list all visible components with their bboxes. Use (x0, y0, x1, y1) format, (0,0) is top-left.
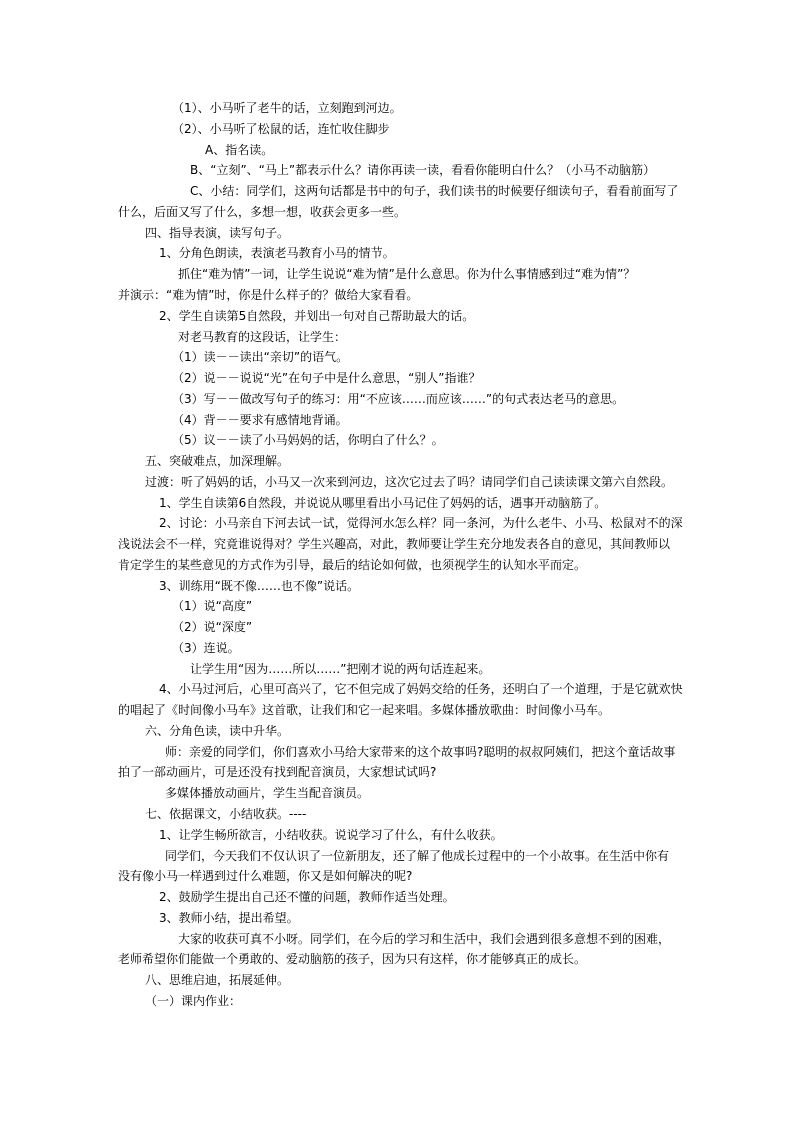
text-line: （1）读－－读出“亲切”的语气。 (172, 350, 349, 364)
text-line: 3、教师小结，提出希望。 (159, 911, 299, 925)
text-line: 没有像小马一样遇到过什么难题，你又是如何解决的呢? (118, 869, 413, 883)
text-line: 让学生用“因为……所以……”把刚才说的两句话连起来。 (190, 662, 491, 676)
text-line: （1）、小马听了老牛的话，立刻跑到河边。 (172, 101, 402, 115)
text-line: 什么，后面又写了什么，多想一想，收获会更多一些。 (118, 205, 407, 219)
text-line: 师：亲爱的同学们，你们喜欢小马给大家带来的这个故事吗?聪明的叔叔阿姨们，把这个童话故事 (165, 745, 676, 759)
text-line: 老师希望你们能做一个勇敢的、爱动脑筋的孩子，因为只有这样，你才能够真正的成长。 (118, 952, 587, 966)
text-line: 2、鼓励学生提出自己还不懂的问题，教师作适当处理。 (159, 890, 455, 904)
text-line: A、指名读。 (205, 143, 274, 157)
text-line: 抓住“难为情”一词，让学生说说“难为情”是什么意思。你为什么事情感到过“难为情”？ (178, 267, 636, 281)
text-line: 浅说法会不一样，究竟谁说得对？学生兴趣高，对此，教师要让学生充分地发表各自的意见，其间教师以 (118, 537, 671, 551)
text-line: 4、小马过河后，心里可高兴了，它不但完成了妈妈交给的任务，还明白了一个道理，于是它就欢快 (159, 682, 683, 696)
text-line: 对老马教育的这段话，让学生： (178, 330, 347, 344)
text-line: 1、学生自读第6自然段，并说说从哪里看出小马记住了妈妈的话，遇事开动脑筋了。 (159, 496, 607, 510)
text-line: 并演示：“难为情”时，你是什么样子的？做给大家看看。 (118, 288, 419, 302)
text-line: （4）背－－要求有感情地背诵。 (172, 413, 348, 427)
text-line: 2、学生自读第5自然段，并划出一句对自己帮助最大的话。 (159, 309, 475, 323)
sub-heading: （一）课内作业： (145, 994, 242, 1008)
text-line: C、小结：同学们，这两句话都是书中的句子，我们读书的时候要仔细读句子，看看前面写了 (190, 184, 679, 198)
text-line: 过渡：听了妈妈的话，小马又一次来到河边，这次它过去了吗？请同学们自己读读课文第六自然段。 (145, 475, 674, 489)
section-heading: 四、指导表演，读写句子。 (145, 226, 290, 240)
text-line: 拍了一部动画片，可是还没有找到配音演员，大家想试试吗? (118, 765, 437, 779)
text-line: （2）说－－说说“光”在句子中是什么意思，“别人”指谁？ (172, 371, 481, 385)
text-line: （3）连说。 (172, 641, 240, 655)
text-line: （2）、小马听了松鼠的话，连忙收住脚步 (172, 122, 390, 136)
text-line: B、“立刻”、“马上”都表示什么？请你再读一读，看看你能明白什么？（小马不动脑筋） (190, 163, 656, 177)
text-line: 3、训练用“既不像……也不像”说话。 (159, 579, 360, 593)
text-line: 1、让学生畅所欲言，小结收获。说说学习了什么，有什么收获。 (159, 828, 503, 842)
text-line: 肯定学生的某些意见的方式作为引导，最后的结论如何做，也须视学生的认知水平而定。 (118, 558, 587, 572)
text-line: 大家的收获可真不小呀。同学们，在今后的学习和生活中，我们会遇到很多意想不到的困难， (178, 932, 671, 946)
section-heading: 六、分角色读，读中升华。 (145, 724, 290, 738)
section-heading: 八、思维启迪，拓展延伸。 (145, 973, 290, 987)
text-line: （2）说“深度” (172, 620, 253, 634)
text-line: 同学们，今天我们不仅认识了一位新朋友，还了解了他成长过程中的一个小故事。在生活中你有 (165, 849, 670, 863)
text-line: 2、讨论：小马亲自下河去试一试，觉得河水怎么样？同一条河，为什么老牛、小马、松鼠对不的深 (159, 516, 683, 530)
text-line: 的唱起了《时间像小马车》这首歌，让我们和它一起来唱。多媒体播放歌曲：时间像小马车。 (118, 703, 611, 717)
text-line: （3）写－－做改写句子的练习：用“不应该……而应该……”的句式表达老马的意思。 (172, 392, 625, 406)
section-heading: 五、突破难点，加深理解。 (145, 454, 290, 468)
text-line: （1）说“高度” (172, 599, 253, 613)
section-heading: 七、依据课文，小结收获。---- (145, 807, 307, 821)
text-line: （5）议－－读了小马妈妈的话，你明白了什么？。 (172, 433, 444, 447)
text-line: 多媒体播放动画片，学生当配音演员。 (165, 786, 370, 800)
text-line: 1、分角色朗读，表演老马教育小马的情节。 (159, 246, 395, 260)
